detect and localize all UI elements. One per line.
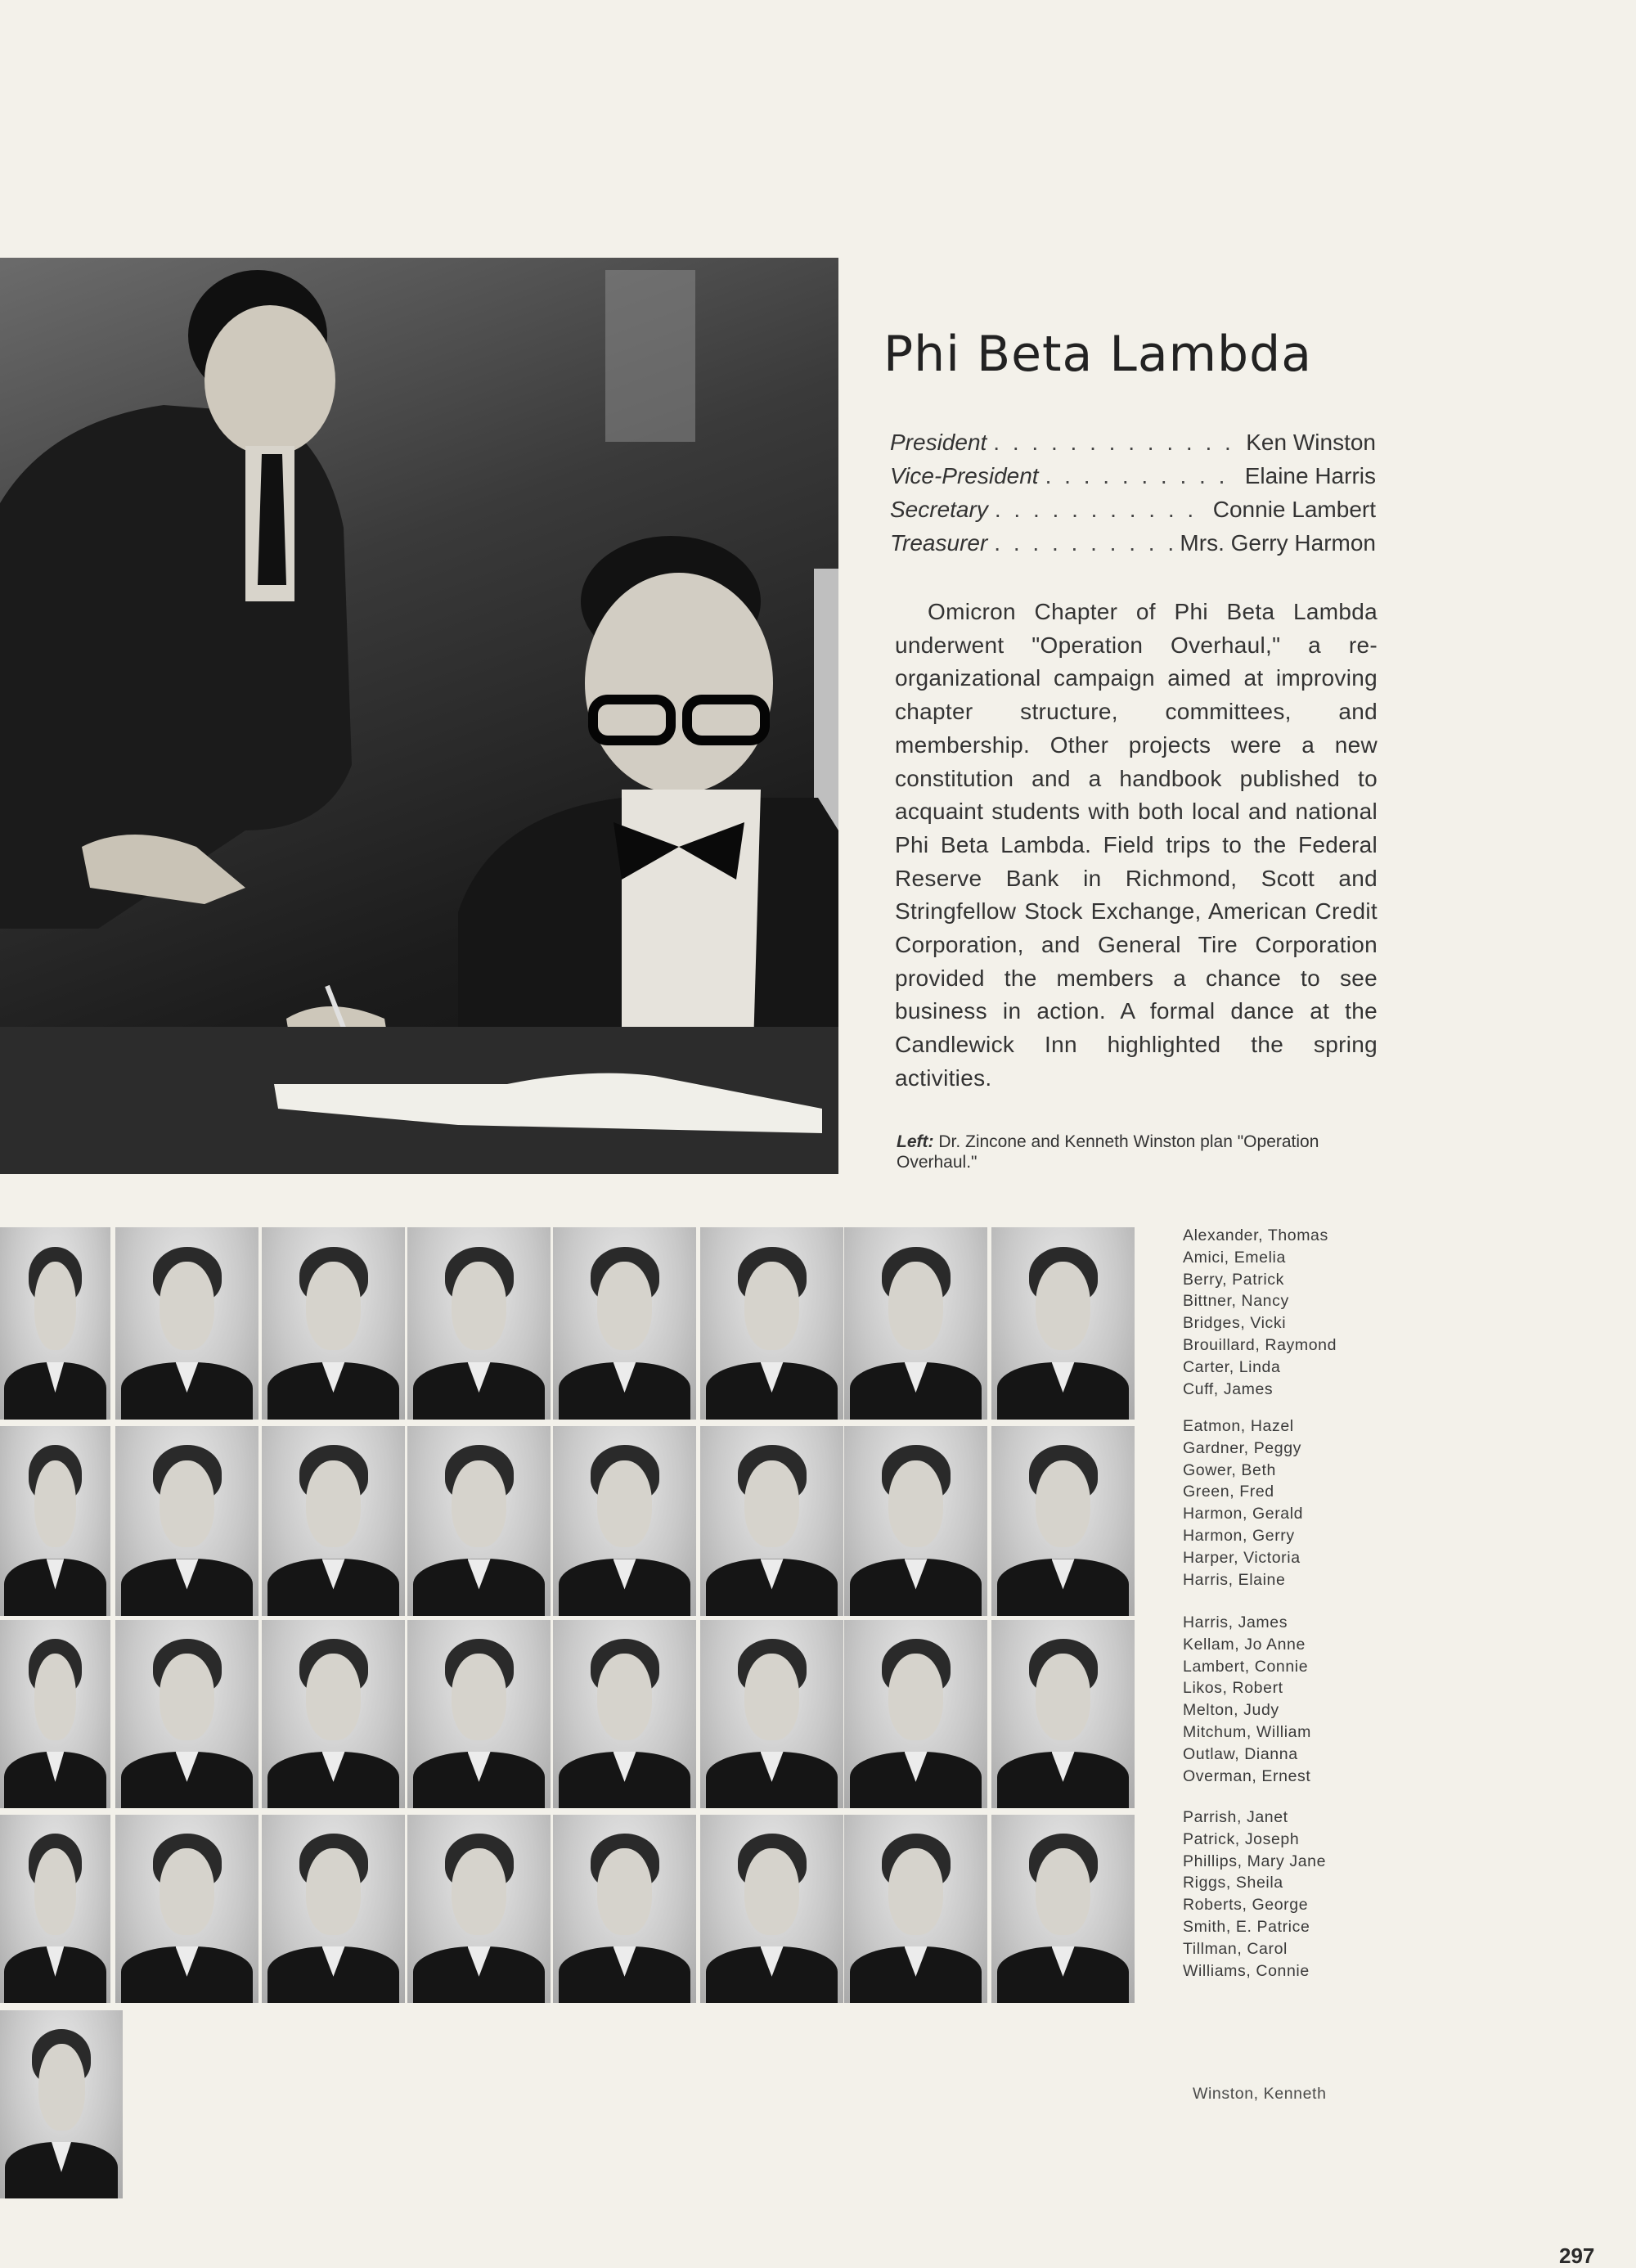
member-portrait	[262, 1426, 405, 1616]
portrait-face	[34, 1262, 76, 1350]
member-name: Winston, Kenneth	[1193, 2085, 1327, 2103]
portrait-face	[306, 1654, 361, 1740]
member-portrait	[262, 1620, 405, 1808]
portrait-face	[306, 1460, 361, 1548]
portrait-face	[34, 1848, 76, 1935]
member-name: Gardner, Peggy	[1183, 1438, 1301, 1457]
member-name: Bridges, Vicki	[1183, 1314, 1287, 1333]
member-portrait	[700, 1426, 843, 1616]
portrait-face	[597, 1654, 652, 1740]
member-name: Smith, E. Patrice	[1183, 1917, 1310, 1936]
member-portrait	[115, 1227, 258, 1420]
member-name: Alexander, Thomas	[1183, 1226, 1328, 1244]
portrait-face	[306, 1848, 361, 1935]
portrait-face	[1036, 1262, 1090, 1350]
page-number: 297	[1559, 2243, 1595, 2268]
portrait-face	[744, 1460, 799, 1548]
standing-man-face	[204, 305, 335, 456]
leader-dots	[993, 425, 1239, 459]
article-body: Omicron Chapter of Phi Beta Lambda underwent "Operation Overhaul," a re-organizational campaign aimed at improving chapter structure, committees, and membership. Other projects were a new constitution and a handbook published to acquaint students with both local and national Phi Beta Lambda. Field trips to the Federal Reserve Bank in Richmond, Scott and Stringfellow Stock Exchange, American Credit Corporation, and General Tire Corporation provided the members a chance to see business in action. A formal dance at the Candlewick Inn highlighted the spring activities.	[895, 599, 1378, 1091]
portrait-face	[160, 1848, 214, 1935]
member-name: Riggs, Sheila	[1183, 1874, 1283, 1892]
name-group	[1183, 1612, 1396, 1787]
officer-role: Secretary	[890, 497, 988, 522]
name-group	[1183, 1225, 1396, 1400]
member-name: Lambert, Connie	[1183, 1657, 1309, 1676]
member-name: Harmon, Gerald	[1183, 1505, 1304, 1523]
portrait-face	[888, 1654, 943, 1740]
caption-lead: Left:	[897, 1132, 934, 1151]
portrait-face	[452, 1654, 506, 1740]
portrait-face	[597, 1848, 652, 1935]
portrait-face	[452, 1262, 506, 1350]
portrait-face	[888, 1848, 943, 1935]
member-portrait	[115, 1815, 258, 2003]
member-portrait	[0, 1815, 110, 2003]
member-portrait	[553, 1426, 696, 1616]
member-name: Gower, Beth	[1183, 1460, 1276, 1479]
member-portrait	[407, 1227, 551, 1420]
officer-name: Elaine Harris	[1244, 463, 1376, 488]
member-portrait	[262, 1227, 405, 1420]
member-portrait	[553, 1620, 696, 1808]
leader-dots	[995, 493, 1207, 526]
portrait-face	[597, 1460, 652, 1548]
member-name: Berry, Patrick	[1183, 1270, 1284, 1289]
member-name: Parrish, Janet	[1183, 1808, 1288, 1826]
officer-row	[890, 459, 1376, 493]
portrait-face	[597, 1262, 652, 1350]
portrait-face	[1036, 1848, 1090, 1935]
member-name: Harris, Elaine	[1183, 1570, 1286, 1589]
member-name: Cuff, James	[1183, 1379, 1274, 1398]
member-name: Outlaw, Dianna	[1183, 1744, 1298, 1763]
portrait-face	[160, 1460, 214, 1548]
officer-name: Mrs. Gerry Harmon	[1180, 530, 1376, 556]
member-portrait	[553, 1815, 696, 2003]
member-portrait	[844, 1227, 987, 1420]
member-name: Amici, Emelia	[1183, 1248, 1286, 1267]
member-portrait	[115, 1620, 258, 1808]
portrait-face	[744, 1654, 799, 1740]
officer-name: Ken Winston	[1246, 430, 1376, 455]
member-name: Roberts, George	[1183, 1896, 1309, 1915]
portrait-face	[744, 1848, 799, 1935]
member-portrait	[115, 1426, 258, 1616]
member-portrait	[844, 1620, 987, 1808]
officer-role: Treasurer	[890, 530, 988, 556]
member-portrait	[991, 1620, 1135, 1808]
portrait-face	[452, 1460, 506, 1548]
member-name: Carter, Linda	[1183, 1357, 1281, 1376]
member-portrait	[0, 1426, 110, 1616]
feature-photo-figures	[0, 258, 838, 1174]
name-group	[1183, 1807, 1396, 1982]
member-portrait	[407, 1815, 551, 2003]
portrait-face	[160, 1654, 214, 1740]
member-portrait	[700, 1227, 843, 1420]
member-name: Eatmon, Hazel	[1183, 1417, 1294, 1435]
member-portrait	[553, 1227, 696, 1420]
member-name: Kellam, Jo Anne	[1183, 1635, 1306, 1654]
feature-photo	[0, 258, 838, 1174]
member-name: Phillips, Mary Jane	[1183, 1852, 1327, 1870]
member-name: Mitchum, William	[1183, 1722, 1311, 1741]
portrait-face	[38, 2044, 85, 2131]
member-name: Tillman, Carol	[1183, 1939, 1288, 1958]
portrait-face	[306, 1262, 361, 1350]
member-portrait	[991, 1426, 1135, 1616]
member-name: Bittner, Nancy	[1183, 1292, 1289, 1311]
member-portrait	[844, 1426, 987, 1616]
member-portrait	[700, 1620, 843, 1808]
officer-name: Connie Lambert	[1212, 497, 1376, 522]
officer-list	[890, 425, 1376, 560]
photo-caption	[897, 1132, 1387, 1172]
portrait-face	[888, 1460, 943, 1548]
member-portrait	[700, 1815, 843, 2003]
officer-role: Vice-President	[890, 463, 1039, 488]
member-name: Harmon, Gerry	[1183, 1526, 1295, 1545]
member-name: Williams, Connie	[1183, 1961, 1310, 1980]
portrait-face	[34, 1460, 76, 1548]
portrait-face	[1036, 1460, 1090, 1548]
member-name: Likos, Robert	[1183, 1679, 1283, 1698]
portrait-face	[888, 1262, 943, 1350]
member-portrait	[407, 1426, 551, 1616]
officer-row	[890, 425, 1376, 459]
portrait-face	[452, 1848, 506, 1935]
portrait-face	[160, 1262, 214, 1350]
member-name: Overman, Ernest	[1183, 1766, 1311, 1785]
member-portrait	[262, 1815, 405, 2003]
member-name: Green, Fred	[1183, 1483, 1274, 1501]
member-portrait	[0, 1227, 110, 1420]
member-portrait	[991, 1815, 1135, 2003]
standing-man-tie	[258, 454, 286, 585]
leader-dots	[1045, 459, 1238, 493]
seated-man-face	[585, 573, 773, 794]
caption-text: Dr. Zincone and Kenneth Winston plan "Operation Overhaul."	[897, 1132, 1319, 1172]
portrait-face	[744, 1262, 799, 1350]
page-title: Phi Beta Lambda	[883, 326, 1312, 383]
member-name: Melton, Judy	[1183, 1701, 1279, 1720]
member-portrait	[407, 1620, 551, 1808]
member-portrait	[0, 2010, 123, 2198]
member-name: Harris, James	[1183, 1613, 1288, 1631]
member-portrait	[844, 1815, 987, 2003]
officer-row	[890, 526, 1376, 560]
member-portrait	[991, 1227, 1135, 1420]
member-portrait	[0, 1620, 110, 1808]
officer-role: President	[890, 430, 987, 455]
leader-dots	[994, 526, 1173, 560]
portrait-face	[34, 1654, 76, 1740]
officer-row	[890, 493, 1376, 526]
member-name: Brouillard, Raymond	[1183, 1335, 1337, 1354]
name-group	[1183, 1415, 1396, 1591]
member-name: Harper, Victoria	[1183, 1548, 1301, 1567]
member-name: Patrick, Joseph	[1183, 1829, 1300, 1848]
portrait-face	[1036, 1654, 1090, 1740]
